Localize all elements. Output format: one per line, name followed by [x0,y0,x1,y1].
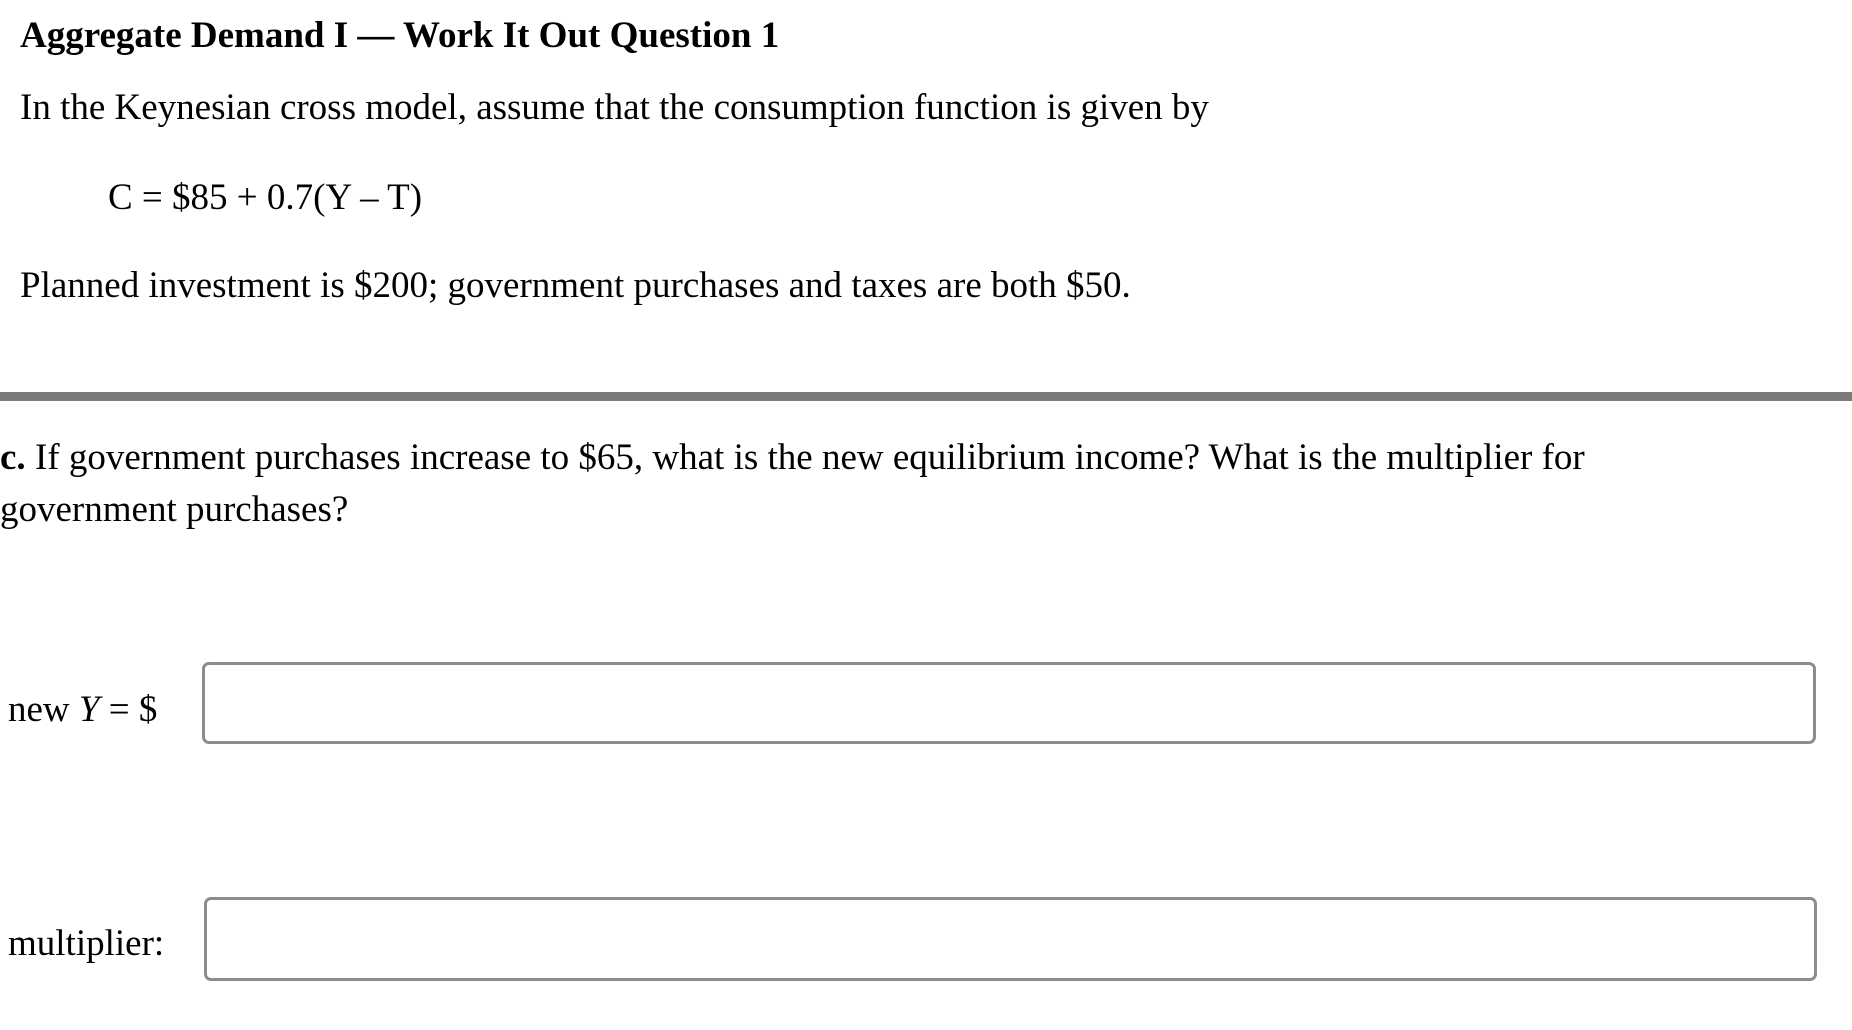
new-y-label [8,686,157,734]
new-y-label-suffix: = $ [99,689,158,730]
consumption-equation: C = $85 + 0.7(Y – T) [108,177,423,218]
problem-givens: Planned investment is $200; government purchases and taxes are both $50. [20,265,1131,306]
multiplier-label: multiplier: [8,923,165,964]
section-divider [0,392,1852,401]
new-y-label-variable: Y [78,689,100,730]
multiplier-input[interactable] [204,897,1817,981]
problem-intro: In the Keynesian cross model, assume that the consumption function is given by [20,87,1209,128]
question-title: Aggregate Demand I — Work It Out Question 1 [20,15,780,56]
question-part-label: c. [0,437,26,478]
question-prompt [0,432,1760,536]
question-text: If government purchases increase to $65, what is the new equilibrium income? What is the multiplier for government purchases? [0,437,1585,530]
new-y-input[interactable] [202,662,1816,744]
new-y-label-prefix: new [8,689,79,730]
